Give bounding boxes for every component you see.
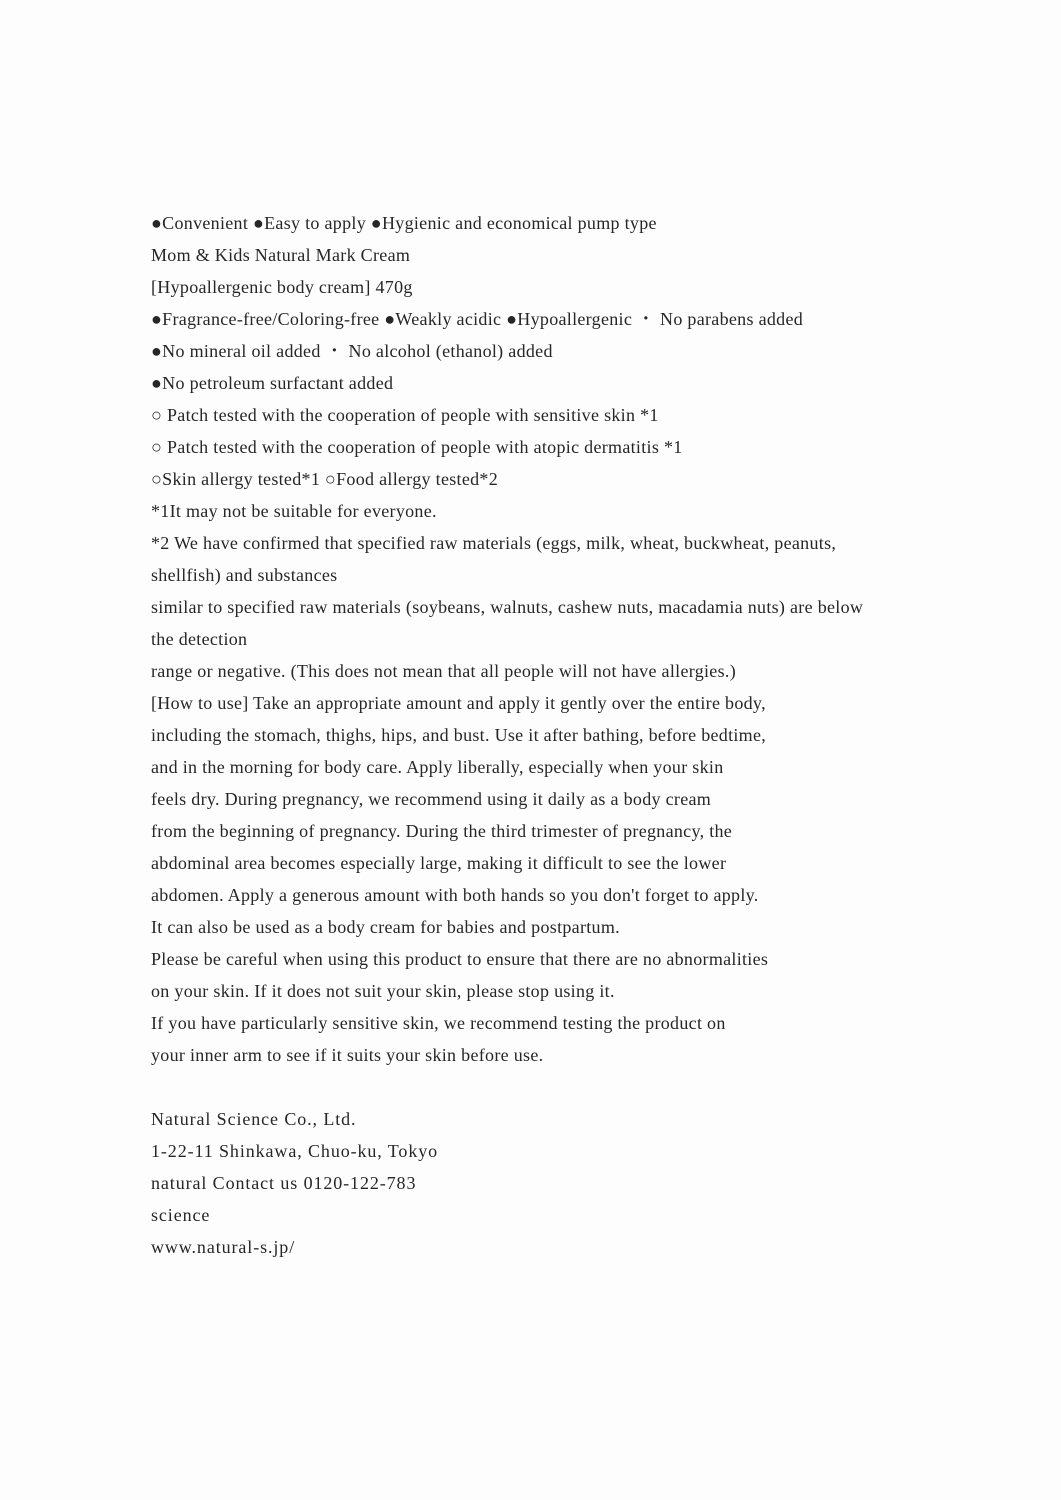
text-line: Natural Science Co., Ltd. — [151, 1109, 357, 1129]
text-line: and in the morning for body care. Apply liberally, especially when your skin — [151, 757, 724, 777]
text-line: Mom & Kids Natural Mark Cream — [151, 245, 411, 265]
text-line: feels dry. During pregnancy, we recommend using it daily as a body cream — [151, 789, 712, 809]
text-line: including the stomach, thighs, hips, and bust. Use it after bathing, before bedtime, — [151, 725, 767, 745]
text-line: ○Skin allergy tested*1 ○Food allergy tested*2 — [151, 469, 499, 489]
text-line: www.natural-s.jp/ — [151, 1237, 296, 1257]
text-line: [How to use] Take an appropriate amount and apply it gently over the entire body, — [151, 693, 766, 713]
product-description-text — [151, 207, 951, 1071]
text-line: ●No mineral oil added ・ No alcohol (ethanol) added — [151, 341, 553, 361]
text-line: from the beginning of pregnancy. During the third trimester of pregnancy, the — [151, 821, 733, 841]
text-line: ●Fragrance-free/Coloring-free ●Weakly acidic ●Hypoallergenic ・ No parabens added — [151, 309, 804, 329]
text-line: the detection — [151, 629, 248, 649]
text-line: Please be careful when using this product to ensure that there are no abnormalities — [151, 949, 769, 969]
text-line: If you have particularly sensitive skin, we recommend testing the product on — [151, 1013, 726, 1033]
text-line: ●Convenient ●Easy to apply ●Hygienic and economical pump type — [151, 213, 657, 233]
text-line: shellfish) and substances — [151, 565, 338, 585]
text-line: *2 We have confirmed that specified raw materials (eggs, milk, wheat, buckwheat, peanuts, — [151, 533, 837, 553]
text-line: on your skin. If it does not suit your skin, please stop using it. — [151, 981, 615, 1001]
text-line: 1-22-11 Shinkawa, Chuo-ku, Tokyo — [151, 1141, 439, 1161]
text-line: *1It may not be suitable for everyone. — [151, 501, 437, 521]
text-line: range or negative. (This does not mean that all people will not have allergies.) — [151, 661, 736, 681]
text-line: ○ Patch tested with the cooperation of people with sensitive skin *1 — [151, 405, 659, 425]
text-line: abdomen. Apply a generous amount with both hands so you don't forget to apply. — [151, 885, 759, 905]
text-line: ●No petroleum surfactant added — [151, 373, 394, 393]
text-line: science — [151, 1205, 211, 1225]
text-line: abdominal area becomes especially large, making it difficult to see the lower — [151, 853, 727, 873]
text-line: ○ Patch tested with the cooperation of people with atopic dermatitis *1 — [151, 437, 683, 457]
text-line: similar to specified raw materials (soybeans, walnuts, cashew nuts, macadamia nuts) are below — [151, 597, 864, 617]
text-line: It can also be used as a body cream for babies and postpartum. — [151, 917, 620, 937]
text-line: your inner arm to see if it suits your skin before use. — [151, 1045, 544, 1065]
company-info-text — [151, 1103, 951, 1263]
text-line: [Hypoallergenic body cream] 470g — [151, 277, 413, 297]
text-line: natural Contact us 0120-122-783 — [151, 1173, 417, 1193]
